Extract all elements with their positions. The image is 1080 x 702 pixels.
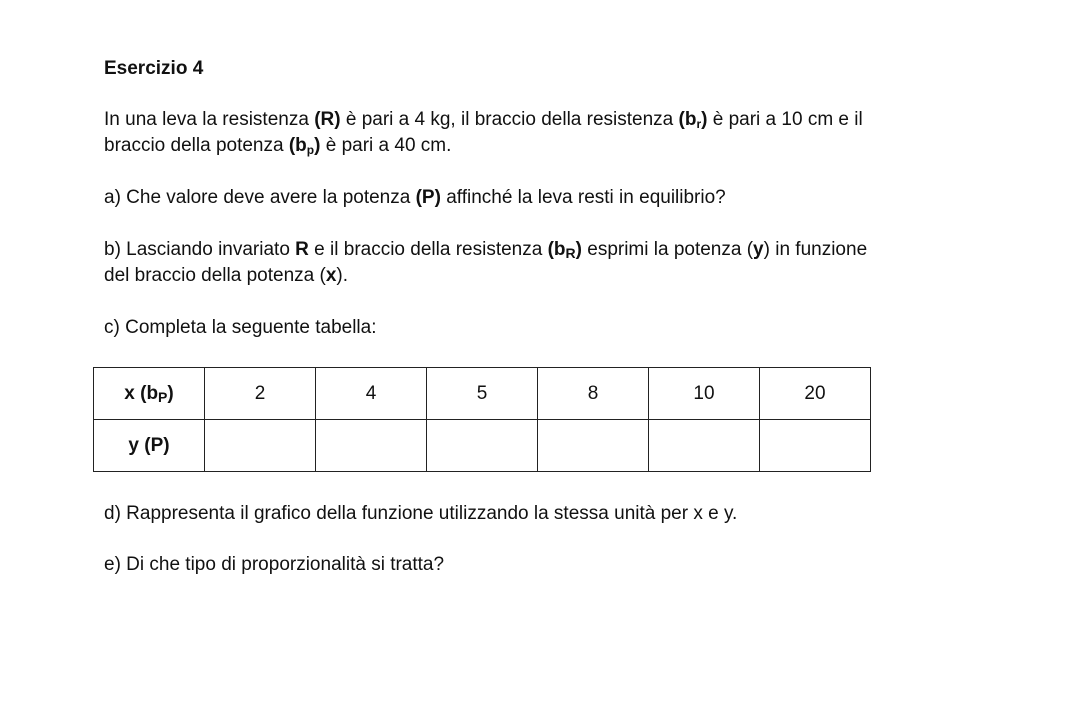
x-value-cell: 8 [538, 368, 649, 420]
x-value-cell: 4 [316, 368, 427, 420]
question-c: c) Completa la seguente tabella: [104, 317, 377, 338]
power-arm-label [289, 135, 321, 156]
question-d: d) Rappresenta il grafico della funzione utilizzando la stessa unità per x e y. [104, 503, 738, 524]
row-header-x-close: ) [167, 382, 174, 404]
statement-text: è pari a 4 kg, il braccio della resistenza [340, 109, 679, 130]
row-header-x-subscript: P [158, 388, 168, 405]
statement-text: braccio della potenza [104, 135, 289, 156]
y-value-cell[interactable] [760, 420, 871, 472]
resistance-arm-prefix: (b [547, 239, 566, 260]
x-variable: x [325, 265, 337, 286]
exercise-title: Esercizio 4 [104, 58, 204, 79]
y-variable: y [753, 239, 764, 260]
resistance-arm-label-b [548, 239, 582, 260]
power-arm-prefix: (b [288, 135, 307, 156]
table-row-y [94, 420, 871, 472]
resistance-symbol: R [295, 239, 309, 260]
resistance-arm-subscript: R [565, 245, 576, 261]
y-value-cell[interactable] [427, 420, 538, 472]
statement-text: è pari a 10 cm e il [707, 109, 863, 130]
row-header-x-text: x (b [124, 382, 159, 404]
y-value-cell[interactable] [316, 420, 427, 472]
resistance-arm-suffix: ) [575, 239, 582, 260]
y-value-cell[interactable] [649, 420, 760, 472]
x-value-cell: 5 [427, 368, 538, 420]
question-b-text: del braccio della potenza ( [104, 265, 326, 286]
power-arm-subscript: p [306, 143, 315, 157]
question-b-text: ). [336, 265, 348, 286]
question-b-text: esprimi la potenza ( [581, 239, 754, 260]
question-b-text: e il braccio della resistenza [308, 239, 548, 260]
row-header-x [94, 368, 205, 420]
resistance-arm-suffix: ) [701, 109, 708, 130]
question-b [104, 237, 867, 289]
y-value-cell[interactable] [205, 420, 316, 472]
power-arm-suffix: ) [314, 135, 321, 156]
statement-text: In una leva la resistenza [104, 109, 315, 130]
resistance-arm-subscript: r [696, 117, 702, 131]
question-b-text: ) in funzione [763, 239, 868, 260]
question-b-text: b) Lasciando invariato [104, 239, 296, 260]
y-value-cell[interactable] [538, 420, 649, 472]
question-a-text: a) Che valore deve avere la potenza [104, 187, 416, 208]
question-a-text: affinché la leva resti in equilibrio? [440, 187, 726, 208]
resistance-arm-label [679, 109, 708, 130]
x-value-cell: 2 [205, 368, 316, 420]
question-e: e) Di che tipo di proporzionalità si tratta? [104, 554, 445, 575]
statement-text: è pari a 40 cm. [320, 135, 452, 156]
x-value-cell: 20 [760, 368, 871, 420]
problem-statement [104, 107, 863, 159]
resistance-arm-prefix: (b [678, 109, 697, 130]
row-header-y: y (P) [94, 420, 205, 472]
question-a [104, 185, 726, 211]
values-table [93, 367, 871, 472]
resistance-label: (R) [314, 109, 341, 130]
table-row-x [94, 368, 871, 420]
x-value-cell: 10 [649, 368, 760, 420]
power-label: (P) [415, 187, 441, 208]
